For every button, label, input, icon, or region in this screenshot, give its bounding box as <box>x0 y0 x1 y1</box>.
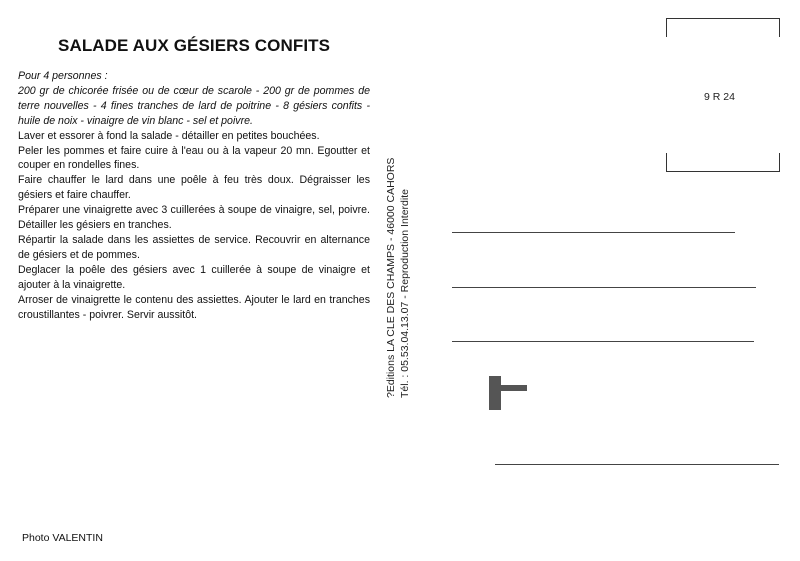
address-line <box>452 287 756 288</box>
publisher-info <box>384 128 424 398</box>
publisher-phone: Tél. : 05.53.04.13.07 - Reproduction Interdite <box>399 189 411 398</box>
recipe-step: Laver et essorer à fond la salade - détailler en petites bouchées. <box>18 129 320 142</box>
recipe-step: Deglacer la poêle des gésiers avec 1 cuillerée à soupe de vinaigre et ajouter à la vinaigrette. <box>18 263 370 291</box>
address-line <box>495 464 779 465</box>
address-line <box>452 232 735 233</box>
recipe-title: SALADE AUX GÉSIERS CONFITS <box>58 36 331 55</box>
t-mark-icon <box>489 376 529 410</box>
recipe-step: Faire chauffer le lard dans une poêle à feu très doux. Dégraisser les gésiers et faire chauffer. <box>18 174 370 202</box>
recipe-servings: Pour 4 personnes : <box>18 70 108 82</box>
recipe-step: Peler les pommes et faire cuire à l'eau ou à la vapeur 20 mn. Egoutter et couper en rondelles fines. <box>18 144 370 172</box>
stamp-code: 9 R 24 <box>704 91 735 103</box>
photo-credit: Photo VALENTIN <box>22 532 103 544</box>
recipe-ingredients: 200 gr de chicorée frisée ou de cœur de scarole - 200 gr de pommes de terre nouvelles - 4 fines tranches de lard de poitrine - 8 gésiers confits - huile de noix - vinaigre de vin blanc - sel et poivre. <box>18 84 370 127</box>
recipe-step: Répartir la salade dans les assiettes de service. Recouvrir en alternance de gésiers et de pommes. <box>18 233 370 261</box>
address-line <box>452 341 754 342</box>
stamp-corner <box>667 153 780 172</box>
stamp-box <box>666 18 780 172</box>
recipe-text <box>18 69 370 322</box>
publisher-name: ?Editions LA CLE DES CHAMPS - 46000 CAHORS <box>385 157 397 398</box>
recipe-step: Arroser de vinaigrette le contenu des assiettes. Ajouter le lard en tranches croustillantes - poivrer. Servir aussitôt. <box>18 293 370 321</box>
stamp-corner <box>667 18 780 37</box>
recipe-step: Préparer une vinaigrette avec 3 cuillerées à soupe de vinaigre, sel, poivre. Détailler les gésiers en tranches. <box>18 204 370 232</box>
